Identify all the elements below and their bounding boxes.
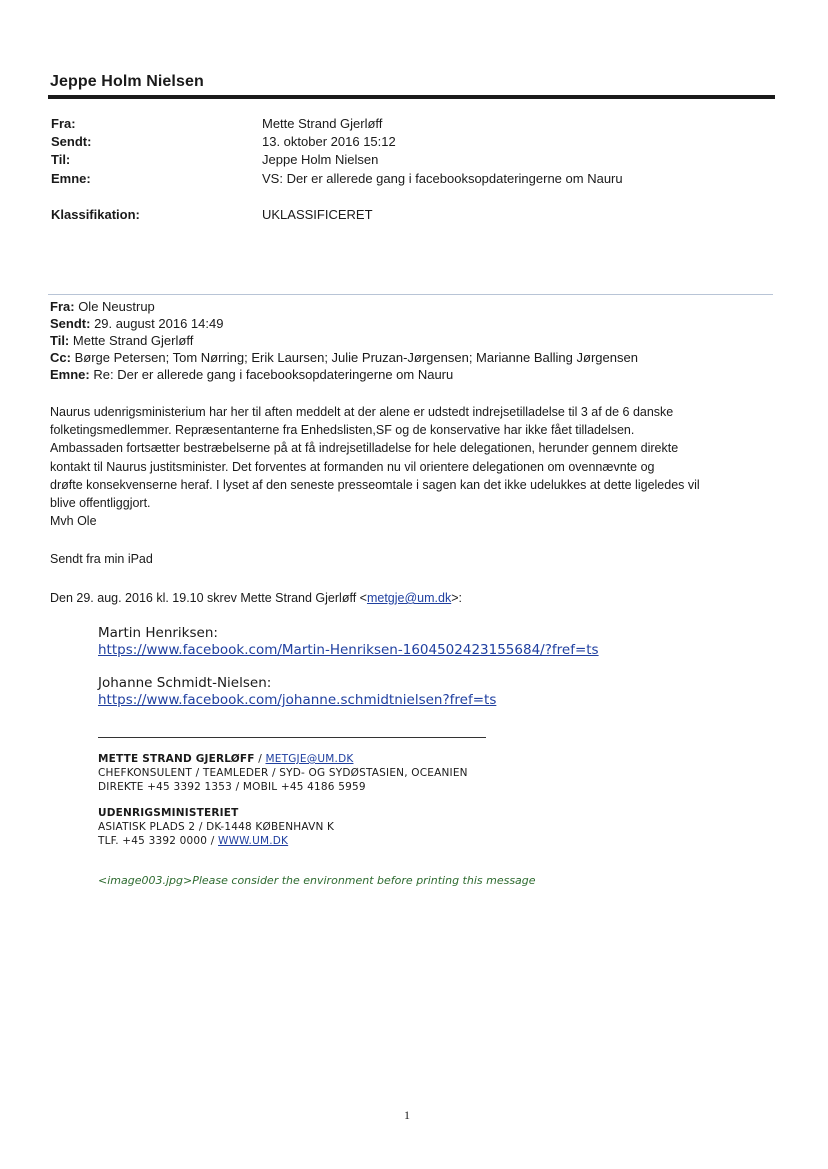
body-line: Ambassaden fortsætter bestræbelserne på at få indrejsetilladelse for hele delegationen, herunder gennem direkte [50,441,679,456]
from-label: Fra: [51,116,76,131]
signature-tel: TLF. +45 3392 0000 / WWW.UM.DK [98,835,289,847]
from-value: Mette Strand Gjerløff [262,116,383,131]
quoted-person-1-link[interactable]: https://www.facebook.com/Martin-Henriksen-1604502423155684/?fref=ts [98,642,599,658]
body-line: Naurus udenrigsministerium har her til aften meddelt at der alene er udstedt indrejsetilladelse til 3 af de 6 danske [50,405,674,419]
sent-from-ipad: Sendt fra min iPad [50,552,153,566]
body-line: folketingsmedlemmer. Repræsentanterne fra Enhedslisten,SF og de konservative har ikke fået tilladelsen. [50,423,635,438]
quoted-person-1: Martin Henriksen: [98,625,218,641]
signature-rule [98,737,486,738]
fwd-subject: Emne: Re: Der er allerede gang i facebooksopdateringerne om Nauru [50,367,454,382]
fwd-to: Til: Mette Strand Gjerløff [50,333,194,348]
fwd-sent: Sendt: 29. august 2016 14:49 [50,316,224,331]
body-line: blive offentliggjort. [50,496,151,511]
signature-phones: DIREKTE +45 3392 1353 / MOBIL +45 4186 5959 [98,781,366,793]
quoted-person-2-link[interactable]: https://www.facebook.com/johanne.schmidtnielsen?fref=ts [98,692,497,708]
signature-title: CHEFKONSULENT / TEAMLEDER / SYD- OG SYDØSTASIEN, OCEANIEN [98,767,468,779]
sent-label: Sendt: [51,134,92,149]
sent-value: 13. oktober 2016 15:12 [262,134,396,149]
quote-email-link[interactable]: metgje@um.dk [366,591,452,605]
header-rule [48,95,775,99]
quote-intro: Den 29. aug. 2016 kl. 19.10 skrev Mette Strand Gjerløff <metgje@um.dk>: [50,591,462,605]
classification-value: UKLASSIFICERET [262,207,373,222]
body-line: kontakt til Naurus justitsminister. Det forventes at formanden nu vil orientere delegationen om ovennævnte og [50,459,655,474]
message-body [50,403,780,530]
to-value: Jeppe Holm Nielsen [262,152,379,167]
fwd-from: Fra: Ole Neustrup [50,299,155,314]
quoted-person-2: Johanne Schmidt-Nielsen: [98,675,272,691]
page-number: 1 [404,1108,410,1122]
classification-label: Klassifikation: [51,207,140,222]
signoff: Mvh Ole [50,514,97,529]
subject-value: VS: Der er allerede gang i facebooksopdateringerne om Nauru [262,171,623,186]
signature-org: UDENRIGSMINISTERIET [98,807,239,819]
message-separator [48,294,773,295]
body-line: drøfte konsekvenserne heraf. I lyset af den seneste presseomtale i sagen kan det ikke udelukkes at dette ligeledes vil [50,477,700,492]
signature-address: ASIATISK PLADS 2 / DK-1448 KØBENHAVN K [98,821,335,833]
signature-email-link[interactable]: METGJE@UM.DK [265,753,354,765]
subject-label: Emne: [51,171,91,186]
to-label: Til: [51,152,71,167]
document-owner-name: Jeppe Holm Nielsen [50,73,204,90]
signature-web-link[interactable]: WWW.UM.DK [218,835,289,847]
signature-name: METTE STRAND GJERLØFF / METGJE@UM.DK [98,753,354,765]
environment-note: <image003.jpg>Please consider the environment before printing this message [98,874,536,887]
fwd-cc: Cc: Børge Petersen; Tom Nørring; Erik Laursen; Julie Pruzan-Jørgensen; Marianne Balling Jørgensen [50,350,638,365]
